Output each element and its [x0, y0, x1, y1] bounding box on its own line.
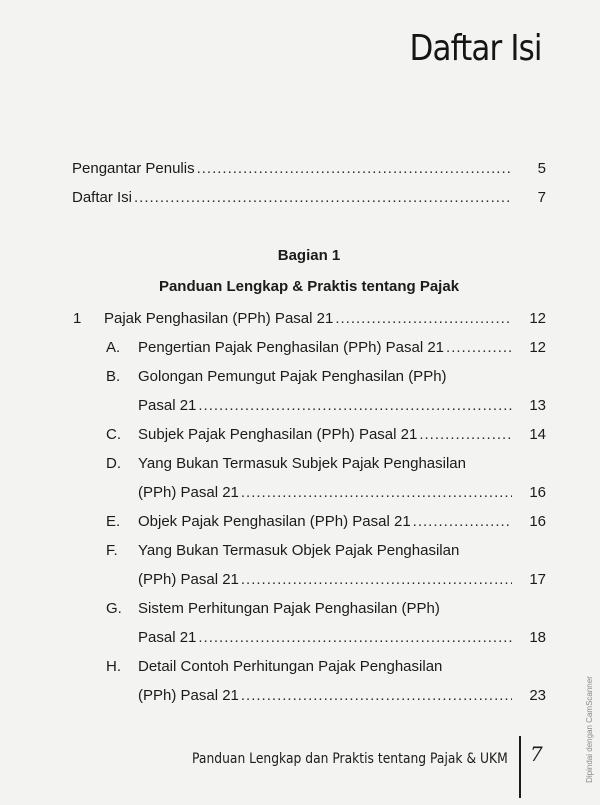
footer-page-number: 7 — [530, 742, 543, 766]
item-page: 12 — [529, 339, 546, 356]
item-page: 18 — [529, 629, 546, 646]
toc-item — [138, 687, 546, 704]
dot-leader — [198, 397, 512, 414]
section-subtitle: Panduan Lengkap & Praktis tentang Pajak — [158, 278, 460, 295]
item-label: Objek Pajak Penghasilan (PPh) Pasal 21 — [138, 513, 411, 530]
item-label: Yang Bukan Termasuk Objek Pajak Penghasilan — [138, 542, 460, 559]
section-part-heading: Bagian 1 — [277, 247, 341, 264]
chapter-entry — [104, 310, 546, 327]
toc-item — [138, 629, 546, 646]
item-label-continued: (PPh) Pasal 21 — [138, 571, 239, 588]
footer-divider — [519, 736, 521, 798]
dot-leader — [241, 687, 512, 704]
running-footer: Panduan Lengkap dan Praktis tentang Pajak & UKM — [192, 751, 508, 767]
toc-entry-page: 5 — [537, 160, 546, 177]
scanner-watermark-text: Dipindai dengan CamScanner — [584, 676, 594, 783]
item-page: 13 — [529, 397, 546, 414]
item-page: 16 — [529, 484, 546, 501]
toc-entry-label: Daftar Isi — [72, 189, 133, 206]
dot-leader — [241, 484, 512, 501]
item-letter: E. — [106, 513, 121, 530]
toc-item — [138, 513, 546, 530]
item-letter: B. — [106, 368, 121, 385]
dot-leader — [241, 571, 512, 588]
dot-leader — [198, 629, 512, 646]
item-label-continued: Pasal 21 — [138, 629, 197, 646]
item-letter: F. — [106, 542, 118, 559]
dot-leader — [419, 426, 512, 443]
toc-item — [138, 571, 546, 588]
toc-item — [138, 397, 546, 414]
item-label-continued: (PPh) Pasal 21 — [138, 687, 239, 704]
toc-entry — [72, 160, 546, 177]
item-letter: A. — [106, 339, 121, 356]
item-page: 23 — [529, 687, 546, 704]
dot-leader — [446, 339, 512, 356]
chapter-label: Pajak Penghasilan (PPh) Pasal 21 — [104, 310, 334, 327]
chapter-page: 12 — [529, 310, 546, 327]
toc-item — [138, 484, 546, 501]
item-letter: H. — [106, 658, 121, 675]
item-label: Sistem Perhitungan Pajak Penghasilan (PPh) — [138, 600, 440, 617]
item-label: Detail Contoh Perhitungan Pajak Penghasilan — [138, 658, 443, 675]
item-page: 14 — [529, 426, 546, 443]
item-page: 17 — [529, 571, 546, 588]
toc-item — [138, 339, 546, 356]
dot-leader — [134, 189, 512, 206]
item-label: Pengertian Pajak Penghasilan (PPh) Pasal 21 — [138, 339, 445, 356]
dot-leader — [335, 310, 512, 327]
dot-leader — [197, 160, 512, 177]
item-label: Subjek Pajak Penghasilan (PPh) Pasal 21 — [138, 426, 418, 443]
toc-entry-page: 7 — [537, 189, 546, 206]
toc-entry — [72, 189, 546, 206]
item-page: 16 — [529, 513, 546, 530]
toc-entry-label: Pengantar Penulis — [72, 160, 195, 177]
toc-item — [138, 426, 546, 443]
chapter-number: 1 — [73, 310, 82, 327]
page-title: Daftar Isi — [409, 28, 542, 69]
dot-leader — [413, 513, 512, 530]
item-label: Yang Bukan Termasuk Subjek Pajak Penghasilan — [138, 455, 466, 472]
item-label-continued: Pasal 21 — [138, 397, 197, 414]
scanner-watermark — [580, 665, 598, 805]
item-letter: C. — [106, 426, 121, 443]
item-label-continued: (PPh) Pasal 21 — [138, 484, 239, 501]
item-letter: D. — [106, 455, 121, 472]
item-letter: G. — [106, 600, 122, 617]
item-label: Golongan Pemungut Pajak Penghasilan (PPh) — [138, 368, 447, 385]
